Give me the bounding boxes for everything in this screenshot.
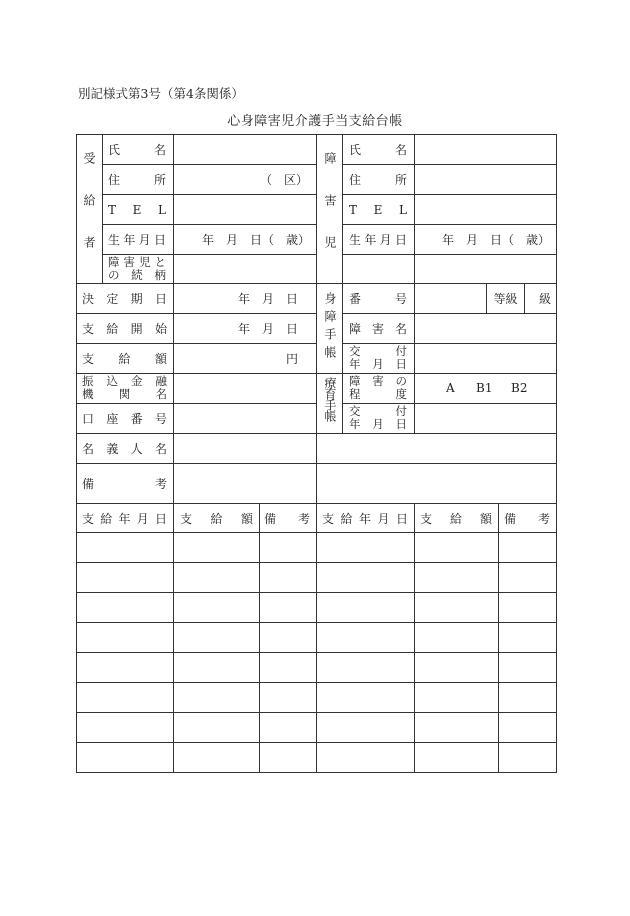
disability-number-label: 番 号 xyxy=(349,292,407,306)
recipient-address-label: 住 所 xyxy=(108,173,166,187)
disability-book-group-label: 身障手帳 xyxy=(323,292,337,364)
ledger-header-date-right: 支 給 年 月 日 xyxy=(322,512,408,526)
child-group-label: 障害児 xyxy=(323,152,337,278)
amount-unit: 円 xyxy=(285,352,298,366)
decision-date-label: 決 定 期 日 xyxy=(82,292,167,306)
form-reference: 別記様式第3号（第4条関係） xyxy=(78,86,244,101)
rehab-grade-b2: B2 xyxy=(511,381,528,395)
disability-issued-line1: 交 付 xyxy=(349,344,407,358)
rehab-grade-b1: B1 xyxy=(476,381,493,395)
ledger-header-remarks-right: 備 考 xyxy=(504,512,550,526)
bank-label-line2: 機 関 名 xyxy=(82,387,167,401)
ledger-header-amount-right: 支 給 額 xyxy=(420,512,492,526)
bank-label-line1: 振 込 金 融 xyxy=(82,374,167,388)
amount-label: 支 給 額 xyxy=(82,352,167,366)
ledger-header-date-left: 支 給 年 月 日 xyxy=(82,512,167,526)
child-birth-value: 年 月 日（ 歳） xyxy=(441,233,550,247)
grade-label: 等級 xyxy=(493,292,518,306)
degree-label-line1: 障 害 の xyxy=(349,374,407,388)
decision-date-value: 年 月 日 xyxy=(237,292,298,306)
relation-label-line1: 障 害 児 と xyxy=(108,255,166,269)
child-name-label: 氏 名 xyxy=(349,143,407,157)
disability-issued-line2: 年 月 日 xyxy=(349,357,407,371)
account-number-label: 口 座 番 号 xyxy=(82,412,167,426)
child-address-label: 住 所 xyxy=(349,173,407,187)
page-title: 心身障害児介護手当支給台帳 xyxy=(227,114,403,129)
start-value: 年 月 日 xyxy=(237,322,298,336)
recipient-tel-label: T E L xyxy=(108,203,166,217)
rehab-issued-line2: 年 月 日 xyxy=(349,417,407,431)
recipient-birth-value: 年 月 日（ 歳） xyxy=(201,233,310,247)
recipient-group-label: 受給者 xyxy=(82,152,96,278)
start-label: 支 給 開 始 xyxy=(82,322,167,336)
recipient-name-label: 氏 名 xyxy=(108,143,166,157)
ledger-header-amount-left: 支 給 額 xyxy=(180,512,253,526)
child-birth-label: 生 年 月 日 xyxy=(349,233,407,247)
degree-label-line2: 程 度 xyxy=(349,387,407,401)
remarks-label: 備 考 xyxy=(82,477,167,491)
child-tel-label: T E L xyxy=(349,203,407,217)
relation-label-line2: の 続 柄 xyxy=(108,268,166,282)
ledger-header-remarks-left: 備 考 xyxy=(264,512,310,526)
recipient-birth-label: 生 年 月 日 xyxy=(108,233,166,247)
holder-label: 名 義 人 名 xyxy=(82,442,167,456)
grade-unit: 級 xyxy=(538,292,551,306)
disability-name-label: 障 害 名 xyxy=(349,322,407,336)
recipient-ward: （ 区） xyxy=(259,173,308,187)
rehab-grade-a: A xyxy=(446,381,455,395)
rehab-issued-line1: 交 付 xyxy=(349,404,407,418)
rehab-book-group-label: 療育手帳 xyxy=(323,377,337,421)
